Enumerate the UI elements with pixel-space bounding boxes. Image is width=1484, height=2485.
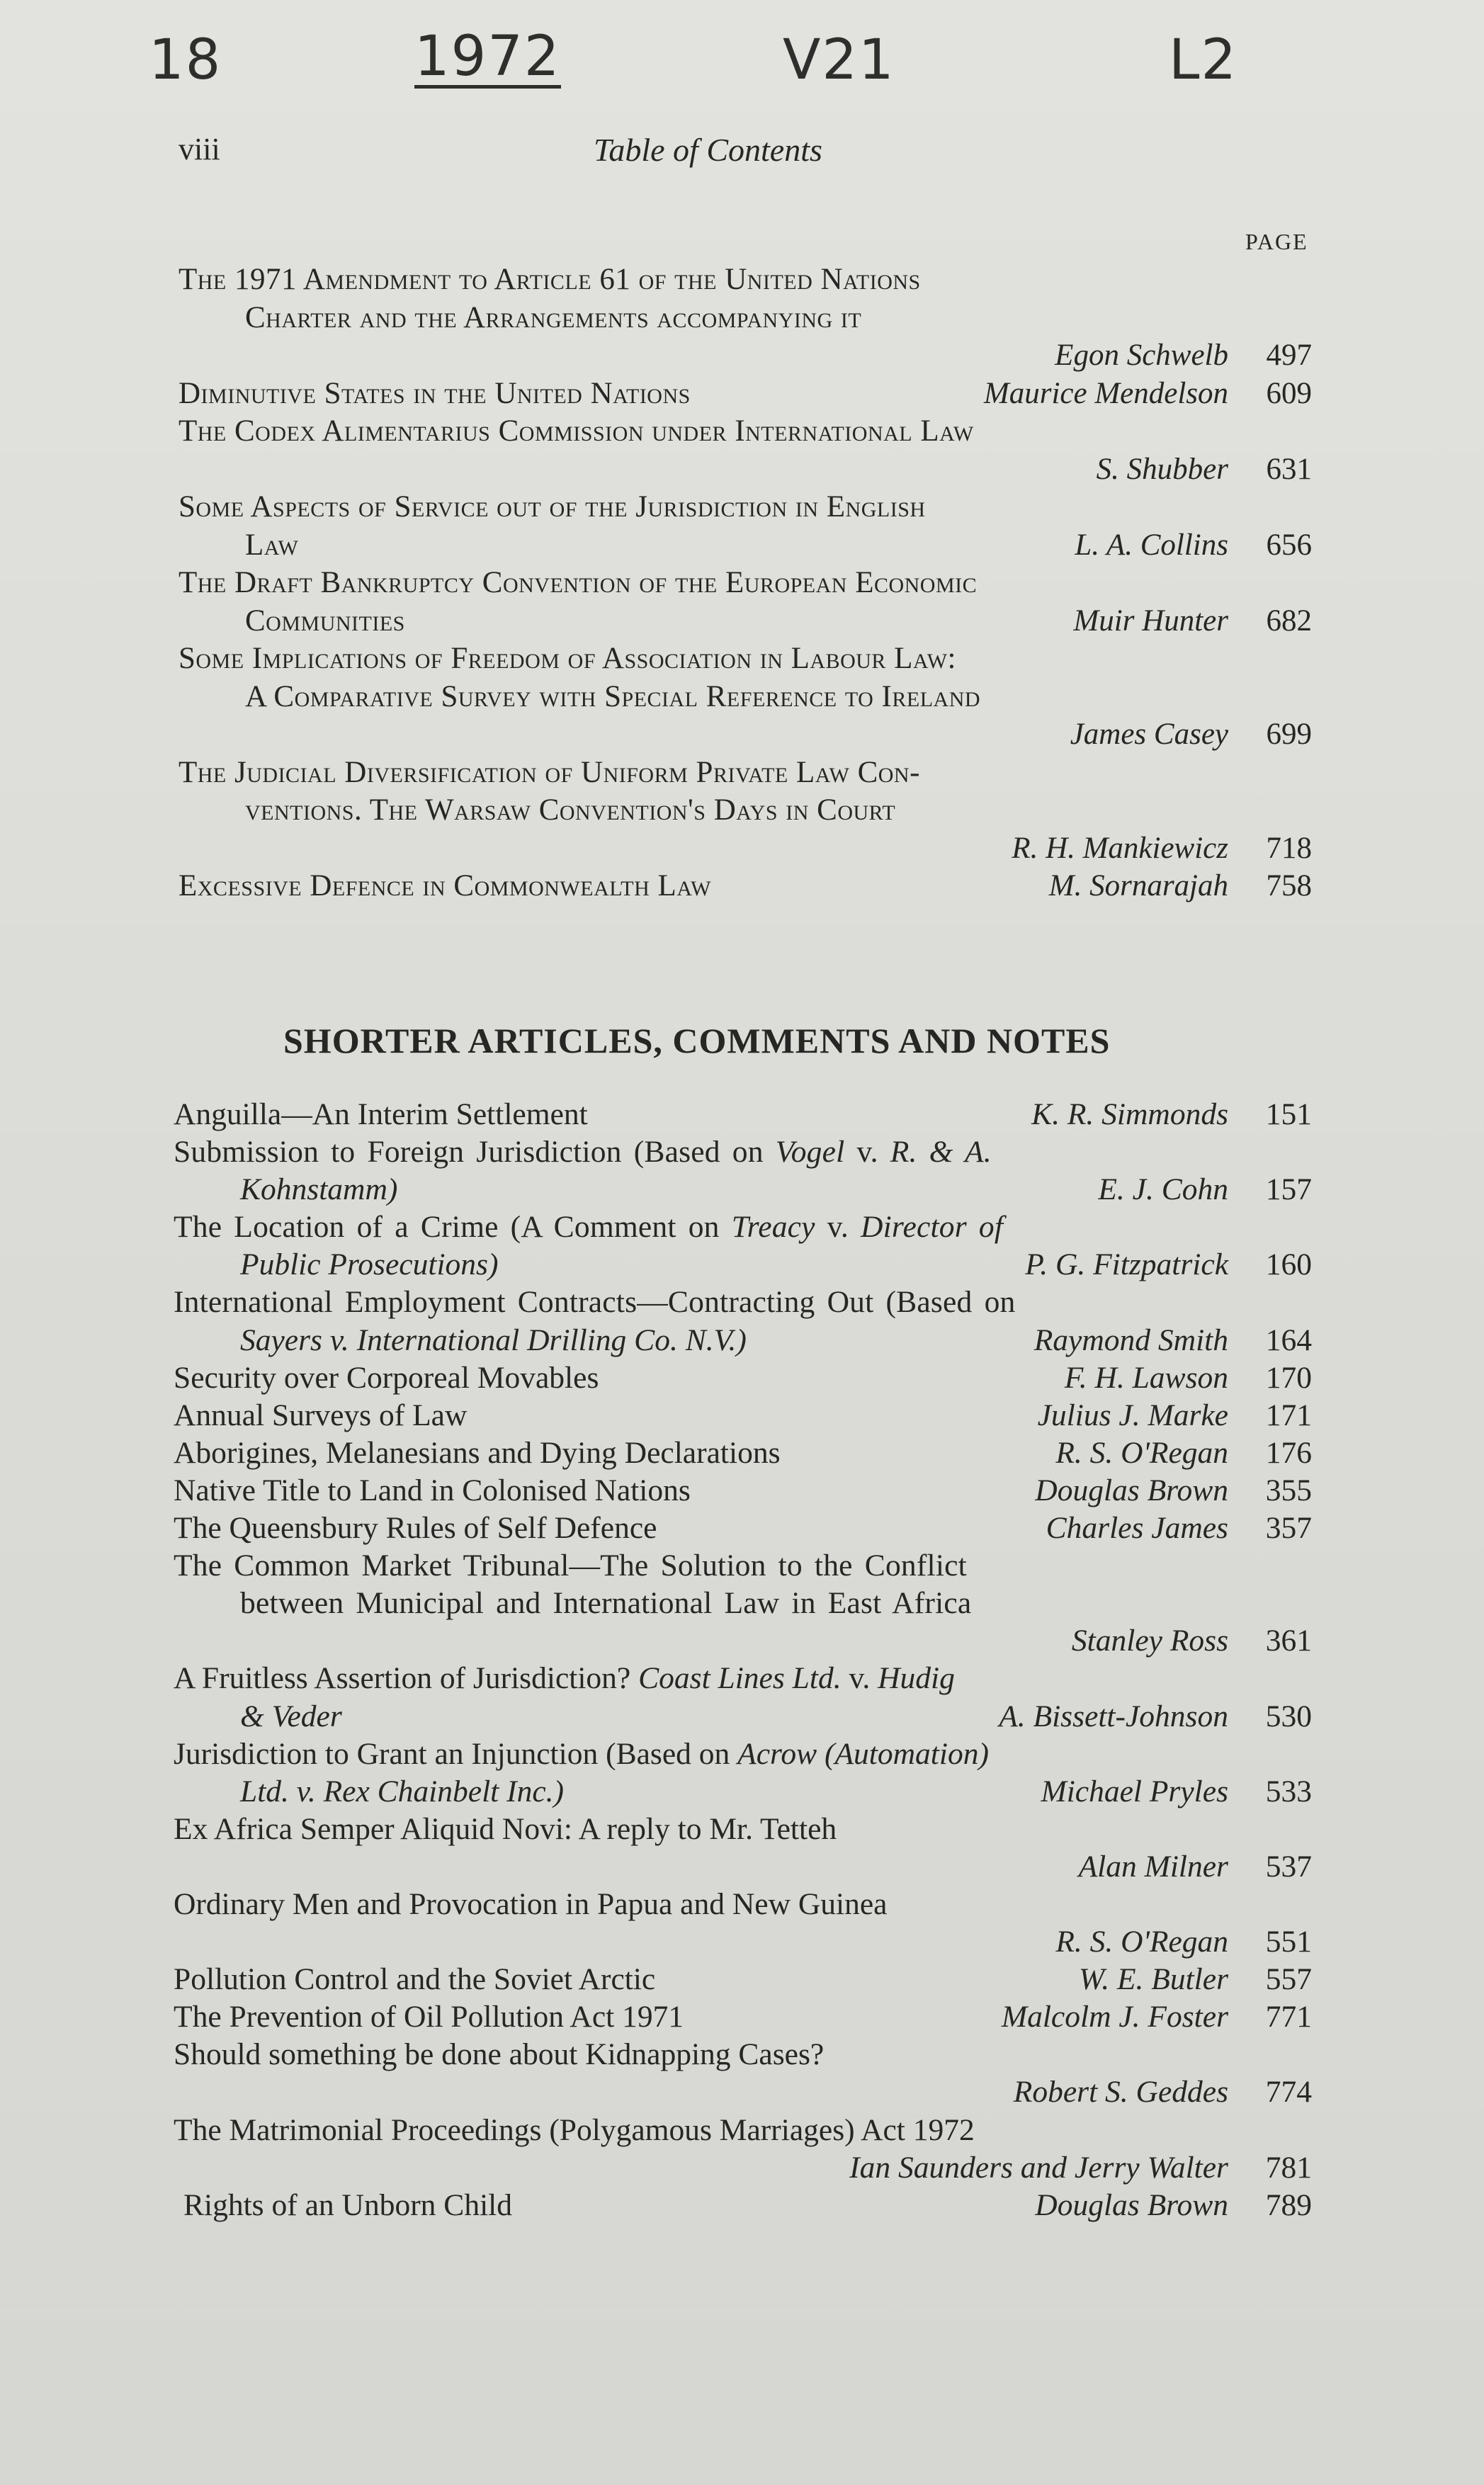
toc-line (179, 678, 1312, 716)
note-title: Security over Corporeal Movables (174, 1360, 599, 1395)
handwritten-annotation: L2 (1169, 28, 1238, 92)
note-title: Aborigines, Melanesians and Dying Declarations (174, 1435, 781, 1470)
article-author: L. A. Collins (1075, 528, 1228, 562)
toc-line (179, 867, 1312, 905)
page-number: 781 (1265, 2150, 1312, 2185)
handwritten-annotation: V21 (783, 28, 895, 92)
toc-line (179, 336, 1312, 375)
note-title-part: The Location of a Crime (A Comment on (174, 1210, 732, 1245)
toc-line (179, 564, 1312, 602)
note-author: Stanley Ross (1071, 1624, 1228, 1658)
note-author: Raymond Smith (1033, 1323, 1228, 1357)
article-title: Law (245, 528, 299, 562)
note-author: P. G. Fitzpatrick (1025, 1247, 1228, 1282)
page-number: 699 (1266, 718, 1312, 751)
note-title: The Prevention of Oil Pollution Act 1971 (174, 2000, 684, 2034)
toc-line (179, 299, 1312, 337)
page-number: 609 (1266, 376, 1312, 410)
note-author: Julius J. Marke (1037, 1398, 1228, 1432)
note-title: The Queensbury Rules of Self Defence (174, 1511, 657, 1546)
toc-line (179, 754, 1312, 792)
note-author: Michael Pryles (1041, 1774, 1228, 1808)
page-number: 164 (1265, 1323, 1312, 1357)
case-name: Vogel (775, 1135, 845, 1170)
toc-line (174, 1961, 1312, 1998)
page-number: 497 (1266, 339, 1312, 372)
note-author: Alan Milner (1078, 1849, 1228, 1884)
toc-line (174, 1622, 1312, 1660)
note-title (174, 1736, 989, 1773)
toc-line (174, 1585, 1312, 1622)
note-title: Native Title to Land in Colonised Nations (174, 1473, 691, 1507)
article-author: R. H. Mankiewicz (1012, 831, 1228, 865)
toc-line (174, 1359, 1312, 1397)
article-author: Egon Schwelb (1055, 339, 1228, 372)
note-title (174, 1208, 1003, 1246)
page-number: 530 (1265, 1699, 1312, 1733)
case-name: Acrow (Automation) (737, 1736, 989, 1771)
note-title: Ex Africa Semper Aliquid Novi: A reply to Mr. Tetteh (174, 1811, 837, 1846)
case-name: Kohnstamm) (240, 1172, 398, 1207)
page-number: 537 (1265, 1849, 1312, 1884)
articles-list (179, 261, 1312, 905)
toc-line (174, 1434, 1312, 1472)
folio: viii (179, 132, 220, 166)
note-title (174, 1133, 992, 1171)
toc-line (174, 1472, 1312, 1510)
page-number: 774 (1265, 2075, 1312, 2110)
toc-line (179, 451, 1312, 489)
article-title: Diminutive States in the United Nations (179, 376, 691, 410)
toc-line (179, 830, 1312, 868)
toc-line (174, 1284, 1312, 1321)
toc-line (174, 1736, 1312, 1773)
article-title: A Comparative Survey with Special Reference to Ireland (245, 679, 981, 713)
note-author: R. S. O'Regan (1055, 1435, 1228, 1470)
article-title: Charter and the Arrangements accompanying it (245, 300, 862, 334)
note-title: Pollution Control and the Soviet Arctic (174, 1962, 656, 1997)
case-name: Coast Lines Ltd. (638, 1661, 842, 1696)
section-heading: SHORTER ARTICLES, COMMENTS AND NOTES (283, 1021, 1111, 1060)
toc-line (179, 602, 1312, 640)
toc-line (174, 1886, 1312, 1923)
note-author: E. J. Cohn (1098, 1172, 1228, 1207)
article-title: Communities (245, 604, 405, 638)
page-number: 171 (1265, 1398, 1312, 1432)
case-name: Director of (861, 1210, 1004, 1245)
note-author: Ian Saunders and Jerry Walter (849, 2150, 1228, 2185)
toc-line (174, 1208, 1312, 1246)
note-title: Annual Surveys of Law (174, 1398, 468, 1432)
toc-line (174, 1096, 1312, 1133)
article-title: Excessive Defence in Commonwealth Law (179, 869, 711, 902)
article-title: The Draft Bankruptcy Convention of the European Economic (179, 566, 978, 599)
toc-line (174, 1397, 1312, 1434)
toc-line (174, 1171, 1312, 1208)
article-author: M. Sornarajah (1048, 869, 1228, 902)
note-title: Rights of an Unborn Child (183, 2187, 512, 2222)
toc-line (174, 1811, 1312, 1848)
page-number: 170 (1265, 1360, 1312, 1395)
note-author: K. R. Simmonds (1031, 1097, 1228, 1131)
page-number: 157 (1265, 1172, 1312, 1207)
toc-line (179, 526, 1312, 565)
page-number: 557 (1265, 1962, 1312, 1997)
article-title: The Codex Alimentarius Commission under International Law (179, 414, 974, 448)
note-title-part: A Fruitless Assertion of Jurisdiction? (174, 1661, 639, 1696)
note-author: Douglas Brown (1035, 2187, 1228, 2222)
note-author: Douglas Brown (1035, 1473, 1228, 1507)
page-number: 551 (1265, 1925, 1312, 1959)
toc-line (174, 1133, 1312, 1171)
note-title: The Common Market Tribunal—The Solution to the Conflict (174, 1549, 967, 1583)
toc-line (174, 1547, 1312, 1585)
toc-line (179, 412, 1312, 451)
article-title: The 1971 Amendment to Article 61 of the United Nations (179, 263, 921, 296)
page-number: 771 (1265, 2000, 1312, 2034)
case-name: Ltd. v. Rex Chainbelt Inc.) (240, 1774, 565, 1808)
page-number: 758 (1266, 869, 1312, 902)
toc-line (179, 640, 1312, 678)
toc-line (174, 2187, 1312, 2224)
note-author: F. H. Lawson (1064, 1360, 1228, 1395)
article-author: S. Shubber (1096, 452, 1228, 486)
note-title: Should something be done about Kidnapping Cases? (174, 2037, 825, 2072)
article-title: Some Implications of Freedom of Association in Labour Law: (179, 642, 956, 675)
toc-line (174, 1698, 1312, 1736)
note-author: R. S. O'Regan (1055, 1925, 1228, 1959)
page-number: 355 (1265, 1473, 1312, 1507)
note-title: Anguilla—An Interim Settlement (174, 1097, 588, 1131)
toc-line (179, 791, 1312, 830)
toc-line (174, 1510, 1312, 1547)
toc-line (174, 2112, 1312, 2149)
page-number: 533 (1265, 1774, 1312, 1808)
note-title: International Employment Contracts—Contracting Out (Based on (174, 1285, 1016, 1320)
toc-line (174, 1923, 1312, 1961)
article-title: Some Aspects of Service out of the Jurisdiction in English (179, 490, 926, 523)
page-column-label: PAGE (1245, 229, 1308, 254)
case-name: Hudig (878, 1661, 955, 1696)
toc-line (174, 1998, 1312, 2036)
note-author: Charles James (1046, 1511, 1228, 1546)
note-title-part: Jurisdiction to Grant an Injunction (Based on (174, 1736, 738, 1771)
case-name: Treacy (731, 1210, 815, 1245)
notes-list (174, 1096, 1312, 2224)
note-title: Ordinary Men and Provocation in Papua and New Guinea (174, 1886, 888, 1921)
article-author: James Casey (1070, 718, 1228, 751)
case-name: Public Prosecutions) (240, 1247, 499, 1282)
handwritten-annotation: 1972 (414, 25, 561, 89)
toc-line (174, 1322, 1312, 1359)
toc-line (179, 375, 1312, 413)
note-author: Robert S. Geddes (1013, 2075, 1228, 2110)
case-name: R. & A. (890, 1135, 992, 1170)
note-title (174, 1660, 955, 1697)
page-number: 718 (1266, 831, 1312, 865)
toc-line (174, 1773, 1312, 1811)
article-title: The Judicial Diversification of Uniform Private Law Con- (179, 755, 920, 789)
toc-line (179, 488, 1312, 526)
note-title-part: v. (844, 1135, 890, 1170)
page-number: 151 (1265, 1097, 1312, 1131)
toc-line (174, 1848, 1312, 1886)
page-number: 357 (1265, 1511, 1312, 1546)
toc-line (179, 715, 1312, 754)
handwritten-annotation: 18 (149, 28, 222, 92)
toc-line (179, 261, 1312, 299)
page-number: 656 (1266, 528, 1312, 562)
note-title-part: v. (841, 1661, 878, 1696)
note-author: A. Bissett-Johnson (999, 1699, 1228, 1733)
note-title: between Municipal and International Law in East Africa (240, 1586, 972, 1621)
toc-line (174, 1246, 1312, 1284)
note-title-part: v. (815, 1210, 861, 1245)
page-number: 682 (1266, 604, 1312, 638)
article-author: Maurice Mendelson (983, 376, 1228, 410)
page-number: 631 (1266, 452, 1312, 486)
toc-line (174, 2036, 1312, 2073)
article-author: Muir Hunter (1073, 604, 1228, 638)
page-number: 160 (1265, 1247, 1312, 1282)
article-title: ventions. The Warsaw Convention's Days in Court (245, 793, 896, 827)
note-title: The Matrimonial Proceedings (Polygamous Marriages) Act 1972 (174, 2112, 975, 2147)
toc-line (174, 2149, 1312, 2187)
page-number: 789 (1265, 2187, 1312, 2222)
note-author: Malcolm J. Foster (1001, 2000, 1228, 2034)
note-title-part: Submission to Foreign Jurisdiction (Based on (174, 1135, 776, 1170)
case-name: & Veder (240, 1699, 342, 1733)
running-title: Table of Contents (594, 132, 822, 168)
page-number: 361 (1265, 1624, 1312, 1658)
note-author: W. E. Butler (1078, 1962, 1228, 1997)
case-name: Sayers v. International Drilling Co. N.V.) (240, 1323, 747, 1357)
running-head (179, 131, 1312, 174)
toc-line (174, 2073, 1312, 2111)
toc-line (174, 1660, 1312, 1697)
page-number: 176 (1265, 1435, 1312, 1470)
